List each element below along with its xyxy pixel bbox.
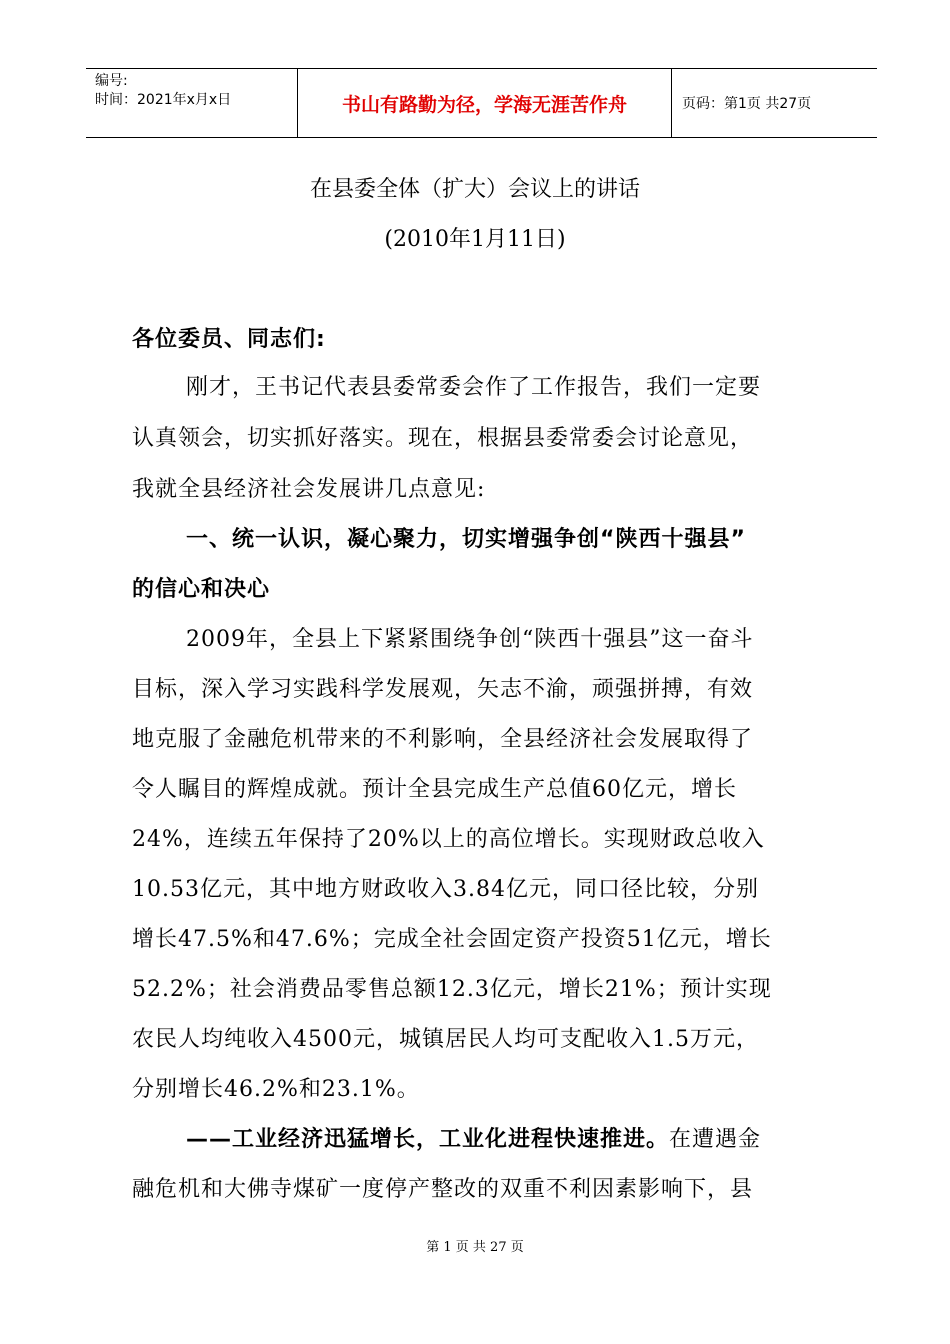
section-heading: 的信心和决心 [132, 577, 271, 602]
body-line: 融危机和大佛寺煤矿一度停产整改的双重不利因素影响下，县 [132, 1177, 754, 1202]
body-line: 2009年，全县上下紧紧围绕争创“陕西十强县”这一奋斗 [186, 627, 754, 652]
body-line: 刚才，王书记代表县委常委会作了工作报告，我们一定要 [186, 375, 762, 400]
body-line: 地克服了金融危机带来的不利影响，全县经济社会发展取得了 [132, 727, 754, 752]
salutation: 各位委员、同志们: [132, 327, 326, 352]
body-line [186, 1122, 832, 1153]
page-header [86, 68, 877, 138]
body-text: 在遭遇金 [669, 1127, 762, 1152]
body-line: 增长47.5%和47.6%；完成全社会固定资产投资51亿元，增长 [132, 927, 772, 952]
body-line: 52.2%；社会消费品零售总额12.3亿元，增长21%；预计实现 [132, 977, 772, 1002]
section-heading: 一、统一认识，凝心聚力，切实增强争创“陕西十强县” [186, 527, 746, 552]
body-line: 我就全县经济社会发展讲几点意见: [132, 477, 486, 502]
body-line: 分别增长46.2%和23.1%。 [132, 1077, 420, 1102]
subsection-heading: ——工业经济迅猛增长，工业化进程快速推进。 [186, 1127, 670, 1152]
header-page-info: 页码：第1页 共27页 [682, 96, 812, 112]
document-title: 在县委全体（扩大）会议上的讲话 [309, 177, 640, 202]
number-label: 编号: [95, 73, 128, 89]
page-footer: 第 1 页 共 27 页 [426, 1240, 524, 1255]
header-slogan: 书山有路勤为径，学海无涯苦作舟 [297, 69, 672, 137]
document-date: (2010年1月11日) [384, 227, 566, 252]
body-line: 认真领会，切实抓好落实。现在，根据县委常委会讨论意见， [132, 426, 754, 451]
body-line: 令人瞩目的辉煌成就。预计全县完成生产总值60亿元，增长 [132, 777, 737, 802]
body-line: 农民人均纯收入4500元，城镇居民人均可支配收入1.5万元， [132, 1027, 759, 1052]
body-line: 目标，深入学习实践科学发展观，矢志不渝，顽强拼搏，有效 [132, 677, 754, 702]
time-label: 时间：2021年x月x日 [95, 92, 232, 108]
body-line: 24%，连续五年保持了20%以上的高位增长。实现财政总收入 [132, 827, 765, 852]
header-meta [86, 69, 297, 137]
body-line: 10.53亿元，其中地方财政收入3.84亿元，同口径比较，分别 [132, 877, 759, 902]
